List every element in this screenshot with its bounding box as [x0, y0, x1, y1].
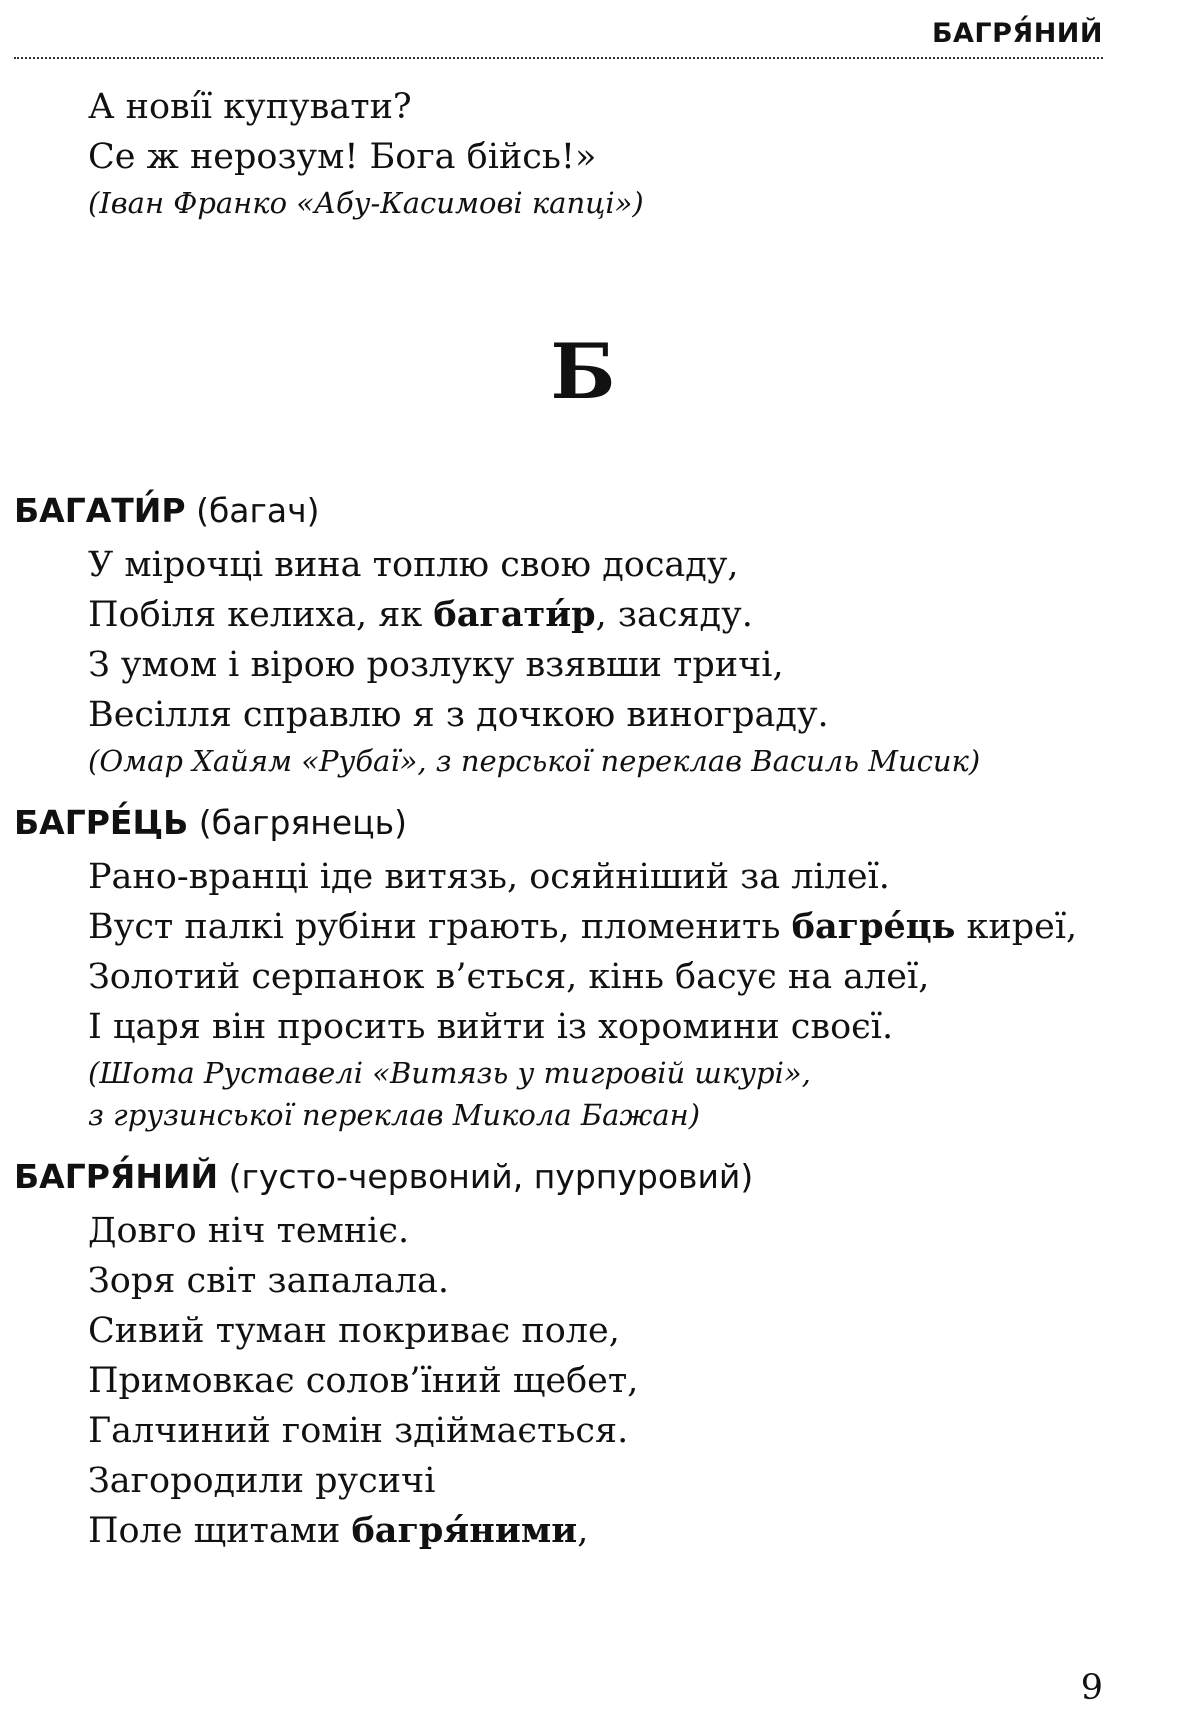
- verse-line: [88, 1002, 1104, 1052]
- verse-source: (Шота Руставелі «Витязь у тигровій шкурі»,: [88, 1056, 811, 1090]
- headword-gloss: (багрянець): [198, 803, 407, 842]
- verse-line: [88, 852, 1104, 902]
- verse-line: [88, 952, 1104, 1002]
- highlighted-word: багре́ць: [791, 906, 956, 947]
- entry-header: [14, 1152, 1104, 1202]
- page-content: [14, 82, 1104, 1572]
- verse-source: з грузинської переклав Микола Бажан): [88, 1098, 701, 1132]
- verse-line: Се ж нерозум! Бога бійсь!»: [88, 137, 597, 177]
- verse-line: [88, 1506, 1104, 1556]
- verse-text: У мірочці вина топлю свою досаду,: [88, 545, 739, 585]
- entry-header: [14, 486, 1104, 536]
- dictionary-entry: [14, 798, 1104, 1136]
- verse-line: [88, 690, 1104, 740]
- verse-text: , засяду.: [595, 595, 753, 635]
- verse-line: [88, 902, 1104, 952]
- entry-verse: [14, 1206, 1104, 1556]
- verse-text: Примовкає солов’їний щебет,: [88, 1361, 639, 1401]
- verse-text: І царя він просить вийти із хоромини своєї.: [88, 1007, 894, 1047]
- verse-text: Поле щитами: [88, 1511, 352, 1551]
- highlighted-word: багря́ними: [351, 1510, 578, 1551]
- verse-text: киреї,: [955, 907, 1078, 947]
- verse-text: Сивий туман покриває поле,: [88, 1311, 620, 1351]
- verse-source: (Омар Хайям «Рубаї», з перської переклав Василь Мисик): [88, 744, 981, 778]
- verse-text: З умом і вірою розлуку взявши тричі,: [88, 645, 784, 685]
- verse-line: [88, 590, 1104, 640]
- verse-source: (Іван Франко «Абу-Касимові капці»): [88, 186, 644, 220]
- verse-text: Побіля келиха, як: [88, 595, 434, 635]
- headword-gloss: (густо-червоний, пурпуровий): [228, 1157, 754, 1196]
- verse-line: А нові́ї купувати?: [88, 87, 412, 127]
- verse-line: [88, 540, 1104, 590]
- headword: БАГРЕ́ЦЬ: [14, 803, 189, 842]
- dictionary-entry: [14, 1152, 1104, 1556]
- headword: БАГАТИ́Р: [14, 491, 186, 530]
- verse-line: [88, 640, 1104, 690]
- verse-line: [88, 1206, 1104, 1256]
- entry-header: [14, 798, 1104, 848]
- verse-text: Довго ніч темніє.: [88, 1211, 410, 1251]
- header-divider: [14, 57, 1103, 59]
- verse-text: Галчиний гомін здіймається.: [88, 1411, 629, 1451]
- headword-gloss: (багач): [196, 491, 320, 530]
- entry-verse: [14, 852, 1104, 1136]
- highlighted-word: багати́р: [433, 594, 596, 635]
- headword: БАГРЯ́НИЙ: [14, 1157, 219, 1196]
- dictionary-entries: [14, 486, 1104, 1556]
- verse-text: Зоря світ запалала.: [88, 1261, 449, 1301]
- verse-line: [88, 1306, 1104, 1356]
- running-head: БАГРЯ́НИЙ: [931, 18, 1103, 49]
- verse-text: ,: [577, 1511, 589, 1551]
- verse-text: Вуст палкі рубіни грають, пломенить: [88, 907, 792, 947]
- verse-text: Весілля справлю я з дочкою винограду.: [88, 695, 829, 735]
- page-number: 9: [1080, 1668, 1103, 1708]
- verse-text: Золотий серпанок в’ється, кінь басує на алеї,: [88, 957, 930, 997]
- verse-line: [88, 1406, 1104, 1456]
- entry-verse: [14, 540, 1104, 782]
- verse-line: [88, 1456, 1104, 1506]
- section-letter: Б: [550, 327, 616, 416]
- dictionary-entry: [14, 486, 1104, 782]
- verse-text: Рано-вранці іде витязь, осяйніший за лілеї.: [88, 857, 890, 897]
- intro-verse: [14, 82, 1104, 224]
- verse-line: [88, 1356, 1104, 1406]
- verse-line: [88, 1256, 1104, 1306]
- verse-text: Загородили русичі: [88, 1461, 436, 1501]
